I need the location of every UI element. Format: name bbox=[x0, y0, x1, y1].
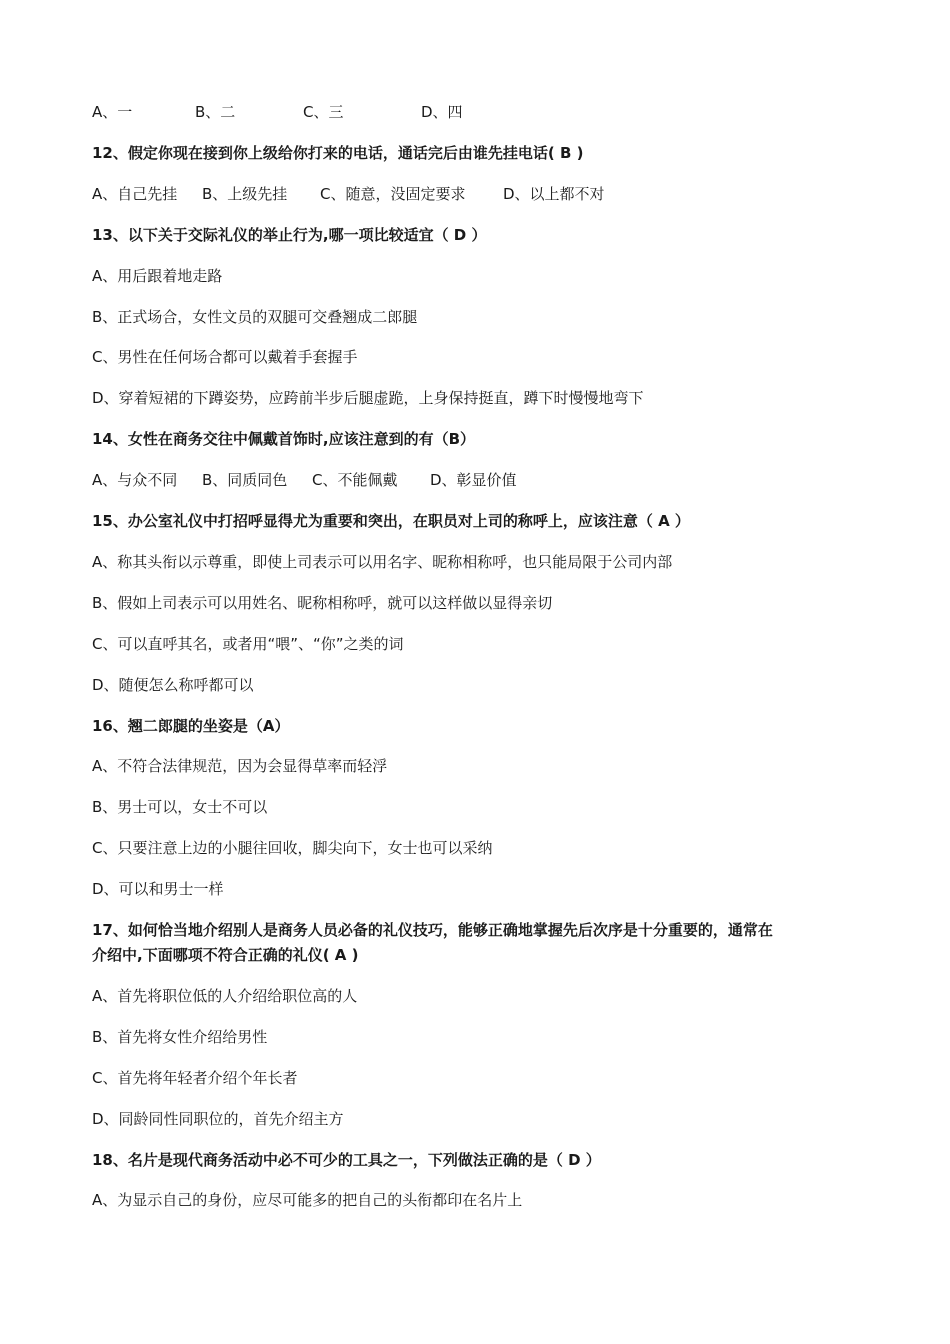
q12-options bbox=[92, 183, 605, 205]
q14-option-b: B、同质同色 bbox=[202, 471, 288, 489]
q17-option-b: B、首先将女性介绍给男性 bbox=[92, 1028, 268, 1046]
q15-option-b: B、假如上司表示可以用姓名、昵称相称呼，就可以这样做以显得亲切 bbox=[92, 594, 553, 612]
q17-option-c: C、首先将年轻者介绍个年长者 bbox=[92, 1069, 298, 1087]
q18-question: 18、名片是现代商务活动中必不可少的工具之一，下列做法正确的是（ D ） bbox=[92, 1151, 601, 1169]
q14-option-d: D、彰显价值 bbox=[430, 471, 517, 489]
q12-option-a: A、自己先挂 bbox=[92, 185, 178, 203]
q15-option-c: C、可以直呼其名，或者用“喂”、“你”之类的词 bbox=[92, 635, 404, 653]
q14-option-c: C、不能佩戴 bbox=[312, 471, 398, 489]
q13-option-d: D、穿着短裙的下蹲姿势，应跨前半步后腿虚跪，上身保持挺直，蹲下时慢慢地弯下 bbox=[92, 389, 644, 407]
q16-option-a: A、不符合法律规范，因为会显得草率而轻浮 bbox=[92, 757, 388, 775]
q16-option-b: B、男士可以，女士不可以 bbox=[92, 798, 268, 816]
q17-option-a: A、首先将职位低的人介绍给职位高的人 bbox=[92, 987, 358, 1005]
q14-question: 14、女性在商务交往中佩戴首饰时,应该注意到的有（B） bbox=[92, 430, 476, 448]
q15-option-a: A、称其头衔以示尊重，即使上司表示可以用名字、昵称相称呼，也只能局限于公司内部 bbox=[92, 553, 673, 571]
q12-option-c: C、随意，没固定要求 bbox=[320, 185, 466, 203]
q15-question: 15、办公室礼仪中打招呼显得尤为重要和突出，在职员对上司的称呼上，应该注意（ A ） bbox=[92, 512, 690, 530]
q16-option-c: C、只要注意上边的小腿往回收，脚尖向下，女士也可以采纳 bbox=[92, 839, 493, 857]
q11-options bbox=[92, 101, 463, 123]
q17-option-d: D、同龄同性同职位的，首先介绍主方 bbox=[92, 1110, 344, 1128]
q15-option-d: D、随便怎么称呼都可以 bbox=[92, 676, 254, 694]
q16-question: 16、翘二郎腿的坐姿是（A） bbox=[92, 717, 290, 735]
q11-option-d: D、四 bbox=[421, 103, 463, 121]
q17-question-line1: 17、如何恰当地介绍别人是商务人员必备的礼仪技巧，能够正确地掌握先后次序是十分重要的，通常在 bbox=[92, 921, 773, 939]
q11-option-b: B、二 bbox=[195, 103, 236, 121]
q13-question: 13、以下关于交际礼仪的举止行为,哪一项比较适宜（ D ） bbox=[92, 226, 487, 244]
q14-option-a: A、与众不同 bbox=[92, 471, 178, 489]
q12-question: 12、假定你现在接到你上级给你打来的电话，通话完后由谁先挂电话( B ) bbox=[92, 144, 584, 162]
q14-options bbox=[92, 469, 517, 491]
q11-option-a: A、一 bbox=[92, 103, 133, 121]
q13-option-c: C、男性在任何场合都可以戴着手套握手 bbox=[92, 348, 358, 366]
q16-option-d: D、可以和男士一样 bbox=[92, 880, 224, 898]
q11-option-c: C、三 bbox=[303, 103, 344, 121]
q13-option-b: B、正式场合，女性文员的双腿可交叠翘成二郎腿 bbox=[92, 308, 418, 326]
q13-option-a: A、用后跟着地走路 bbox=[92, 267, 223, 285]
q18-option-a: A、为显示自己的身份，应尽可能多的把自己的头衔都印在名片上 bbox=[92, 1191, 523, 1209]
q12-option-b: B、上级先挂 bbox=[202, 185, 288, 203]
q17-question-line2: 介绍中,下面哪项不符合正确的礼仪( A ) bbox=[92, 946, 359, 964]
q12-option-d: D、以上都不对 bbox=[503, 185, 605, 203]
